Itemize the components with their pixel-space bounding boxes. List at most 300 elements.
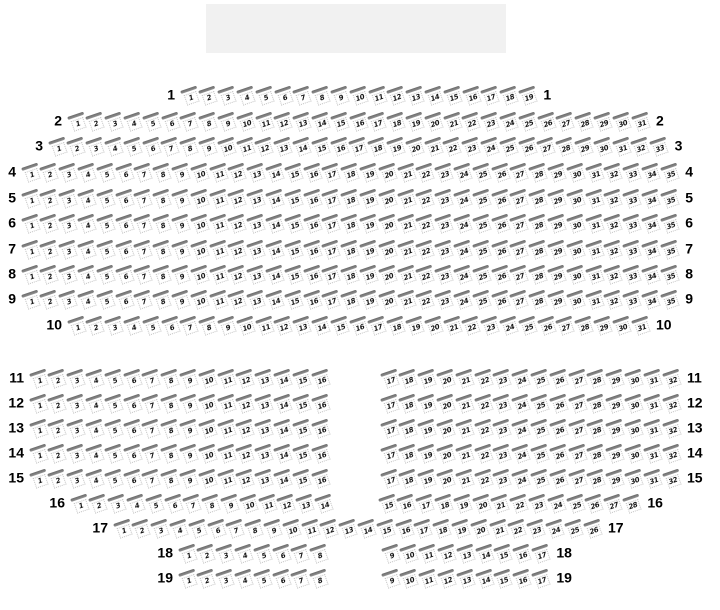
seat[interactable] bbox=[305, 241, 322, 257]
seat[interactable] bbox=[399, 164, 416, 180]
seat[interactable] bbox=[570, 370, 587, 386]
seat[interactable] bbox=[60, 190, 77, 206]
seat[interactable] bbox=[23, 164, 40, 180]
seat[interactable] bbox=[313, 138, 330, 154]
seat[interactable] bbox=[209, 520, 226, 536]
seat[interactable] bbox=[98, 190, 115, 206]
seat[interactable] bbox=[370, 87, 387, 103]
seat[interactable] bbox=[417, 495, 434, 511]
seat[interactable] bbox=[305, 215, 322, 231]
seat[interactable] bbox=[144, 113, 161, 129]
seat[interactable] bbox=[256, 445, 273, 461]
seat[interactable] bbox=[255, 545, 272, 561]
seat[interactable] bbox=[181, 395, 198, 411]
seat[interactable] bbox=[190, 520, 207, 536]
seat[interactable] bbox=[154, 164, 171, 180]
seat[interactable] bbox=[419, 370, 436, 386]
seat[interactable] bbox=[236, 570, 253, 586]
seat[interactable] bbox=[219, 87, 236, 103]
seat[interactable] bbox=[294, 445, 311, 461]
seat[interactable] bbox=[135, 164, 152, 180]
seat[interactable] bbox=[633, 113, 650, 129]
seat[interactable] bbox=[399, 215, 416, 231]
seat[interactable] bbox=[49, 420, 66, 436]
seat[interactable] bbox=[154, 190, 171, 206]
seat[interactable] bbox=[125, 370, 142, 386]
seat[interactable] bbox=[87, 138, 104, 154]
seat[interactable] bbox=[426, 113, 443, 129]
seat[interactable] bbox=[551, 395, 568, 411]
seat[interactable] bbox=[476, 395, 493, 411]
seat[interactable] bbox=[200, 470, 217, 486]
seat[interactable] bbox=[98, 266, 115, 282]
seat[interactable] bbox=[87, 370, 104, 386]
seat[interactable] bbox=[117, 164, 134, 180]
seat[interactable] bbox=[106, 420, 123, 436]
seat[interactable] bbox=[380, 266, 397, 282]
seat[interactable] bbox=[476, 370, 493, 386]
seat[interactable] bbox=[217, 545, 234, 561]
seat[interactable] bbox=[501, 87, 518, 103]
seat[interactable] bbox=[238, 138, 255, 154]
seat[interactable] bbox=[477, 570, 494, 586]
seat[interactable] bbox=[49, 395, 66, 411]
seat[interactable] bbox=[482, 87, 499, 103]
seat[interactable] bbox=[476, 420, 493, 436]
seat[interactable] bbox=[539, 113, 556, 129]
seat[interactable] bbox=[342, 190, 359, 206]
seat[interactable] bbox=[474, 164, 491, 180]
seat[interactable] bbox=[237, 370, 254, 386]
seat[interactable] bbox=[419, 470, 436, 486]
seat[interactable] bbox=[388, 138, 405, 154]
seat[interactable] bbox=[380, 190, 397, 206]
seat[interactable] bbox=[49, 370, 66, 386]
seat[interactable] bbox=[31, 370, 48, 386]
seat[interactable] bbox=[323, 291, 340, 307]
seat[interactable] bbox=[605, 495, 622, 511]
seat[interactable] bbox=[369, 138, 386, 154]
seat[interactable] bbox=[275, 370, 292, 386]
seat[interactable] bbox=[595, 317, 612, 333]
seat[interactable] bbox=[383, 545, 400, 561]
seat[interactable] bbox=[125, 445, 142, 461]
seat[interactable] bbox=[292, 545, 309, 561]
seat[interactable] bbox=[474, 495, 491, 511]
seat[interactable] bbox=[533, 545, 550, 561]
seat[interactable] bbox=[607, 370, 624, 386]
seat[interactable] bbox=[211, 266, 228, 282]
seat[interactable] bbox=[520, 317, 537, 333]
seat[interactable] bbox=[511, 164, 528, 180]
seat[interactable] bbox=[275, 138, 292, 154]
seat[interactable] bbox=[388, 87, 405, 103]
seat[interactable] bbox=[513, 370, 530, 386]
seat[interactable] bbox=[238, 87, 255, 103]
seat[interactable] bbox=[313, 87, 330, 103]
seat[interactable] bbox=[551, 445, 568, 461]
seat[interactable] bbox=[313, 470, 330, 486]
seat[interactable] bbox=[472, 520, 489, 536]
seat[interactable] bbox=[477, 545, 494, 561]
seat[interactable] bbox=[255, 570, 272, 586]
seat[interactable] bbox=[143, 420, 160, 436]
seat[interactable] bbox=[143, 395, 160, 411]
seat[interactable] bbox=[313, 445, 330, 461]
seat[interactable] bbox=[147, 495, 164, 511]
seat[interactable] bbox=[513, 420, 530, 436]
seat[interactable] bbox=[614, 113, 631, 129]
seat[interactable] bbox=[87, 420, 104, 436]
seat[interactable] bbox=[98, 291, 115, 307]
seat[interactable] bbox=[294, 395, 311, 411]
seat[interactable] bbox=[457, 470, 474, 486]
seat[interactable] bbox=[511, 190, 528, 206]
seat[interactable] bbox=[340, 520, 357, 536]
seat[interactable] bbox=[595, 113, 612, 129]
seat[interactable] bbox=[163, 317, 180, 333]
seat[interactable] bbox=[511, 215, 528, 231]
seat[interactable] bbox=[180, 570, 197, 586]
seat[interactable] bbox=[520, 113, 537, 129]
seat[interactable] bbox=[444, 138, 461, 154]
seat[interactable] bbox=[417, 215, 434, 231]
seat[interactable] bbox=[69, 317, 86, 333]
seat[interactable] bbox=[587, 190, 604, 206]
seat[interactable] bbox=[400, 370, 417, 386]
seat[interactable] bbox=[275, 470, 292, 486]
seat[interactable] bbox=[645, 445, 662, 461]
seat[interactable] bbox=[382, 395, 399, 411]
seat[interactable] bbox=[217, 570, 234, 586]
seat[interactable] bbox=[294, 113, 311, 129]
seat[interactable] bbox=[369, 113, 386, 129]
seat[interactable] bbox=[106, 395, 123, 411]
seat[interactable] bbox=[494, 395, 511, 411]
seat[interactable] bbox=[455, 190, 472, 206]
seat[interactable] bbox=[361, 266, 378, 282]
seat[interactable] bbox=[117, 291, 134, 307]
seat[interactable] bbox=[662, 190, 679, 206]
seat[interactable] bbox=[361, 215, 378, 231]
seat[interactable] bbox=[587, 291, 604, 307]
seat[interactable] bbox=[342, 215, 359, 231]
seat[interactable] bbox=[106, 113, 123, 129]
seat[interactable] bbox=[133, 520, 150, 536]
seat[interactable] bbox=[200, 370, 217, 386]
seat[interactable] bbox=[143, 370, 160, 386]
seat[interactable] bbox=[23, 190, 40, 206]
seat[interactable] bbox=[200, 113, 217, 129]
seat[interactable] bbox=[491, 520, 508, 536]
seat[interactable] bbox=[332, 87, 349, 103]
seat[interactable] bbox=[455, 215, 472, 231]
seat[interactable] bbox=[557, 138, 574, 154]
seat[interactable] bbox=[570, 445, 587, 461]
seat[interactable] bbox=[557, 113, 574, 129]
seat[interactable] bbox=[662, 241, 679, 257]
seat[interactable] bbox=[257, 317, 274, 333]
seat[interactable] bbox=[284, 520, 301, 536]
seat[interactable] bbox=[192, 190, 209, 206]
seat[interactable] bbox=[305, 164, 322, 180]
seat[interactable] bbox=[68, 470, 85, 486]
seat[interactable] bbox=[532, 445, 549, 461]
seat[interactable] bbox=[436, 190, 453, 206]
seat[interactable] bbox=[248, 241, 265, 257]
seat[interactable] bbox=[549, 291, 566, 307]
seat[interactable] bbox=[267, 241, 284, 257]
seat[interactable] bbox=[549, 495, 566, 511]
seat[interactable] bbox=[286, 241, 303, 257]
seat[interactable] bbox=[645, 470, 662, 486]
seat[interactable] bbox=[342, 291, 359, 307]
seat[interactable] bbox=[117, 241, 134, 257]
seat[interactable] bbox=[587, 266, 604, 282]
seat[interactable] bbox=[568, 215, 585, 231]
seat[interactable] bbox=[257, 113, 274, 129]
seat[interactable] bbox=[203, 495, 220, 511]
seat[interactable] bbox=[211, 291, 228, 307]
seat[interactable] bbox=[361, 241, 378, 257]
seat[interactable] bbox=[135, 215, 152, 231]
seat[interactable] bbox=[248, 291, 265, 307]
seat[interactable] bbox=[493, 190, 510, 206]
seat[interactable] bbox=[173, 266, 190, 282]
seat[interactable] bbox=[125, 138, 142, 154]
seat[interactable] bbox=[275, 445, 292, 461]
seat[interactable] bbox=[192, 241, 209, 257]
seat[interactable] bbox=[106, 138, 123, 154]
seat[interactable] bbox=[351, 317, 368, 333]
seat[interactable] bbox=[407, 317, 424, 333]
seat[interactable] bbox=[69, 113, 86, 129]
seat[interactable] bbox=[400, 420, 417, 436]
seat[interactable] bbox=[551, 420, 568, 436]
seat[interactable] bbox=[568, 266, 585, 282]
seat[interactable] bbox=[200, 420, 217, 436]
seat[interactable] bbox=[68, 138, 85, 154]
seat[interactable] bbox=[125, 470, 142, 486]
seat[interactable] bbox=[419, 420, 436, 436]
seat[interactable] bbox=[614, 138, 631, 154]
seat[interactable] bbox=[106, 470, 123, 486]
seat[interactable] bbox=[332, 138, 349, 154]
seat[interactable] bbox=[586, 495, 603, 511]
seat[interactable] bbox=[154, 291, 171, 307]
seat[interactable] bbox=[607, 445, 624, 461]
seat[interactable] bbox=[380, 241, 397, 257]
seat[interactable] bbox=[275, 317, 292, 333]
seat[interactable] bbox=[219, 317, 236, 333]
seat[interactable] bbox=[568, 164, 585, 180]
seat[interactable] bbox=[664, 395, 681, 411]
seat[interactable] bbox=[426, 317, 443, 333]
seat[interactable] bbox=[614, 317, 631, 333]
seat[interactable] bbox=[438, 445, 455, 461]
seat[interactable] bbox=[135, 291, 152, 307]
seat[interactable] bbox=[511, 291, 528, 307]
seat[interactable] bbox=[166, 495, 183, 511]
seat[interactable] bbox=[313, 420, 330, 436]
seat[interactable] bbox=[420, 570, 437, 586]
seat[interactable] bbox=[455, 495, 472, 511]
seat[interactable] bbox=[605, 241, 622, 257]
seat[interactable] bbox=[286, 266, 303, 282]
seat[interactable] bbox=[492, 495, 509, 511]
seat[interactable] bbox=[626, 470, 643, 486]
seat[interactable] bbox=[445, 113, 462, 129]
seat[interactable] bbox=[267, 266, 284, 282]
seat[interactable] bbox=[219, 138, 236, 154]
seat[interactable] bbox=[626, 395, 643, 411]
seat[interactable] bbox=[219, 113, 236, 129]
seat[interactable] bbox=[257, 87, 274, 103]
seat[interactable] bbox=[87, 470, 104, 486]
seat[interactable] bbox=[143, 445, 160, 461]
seat[interactable] bbox=[181, 138, 198, 154]
seat[interactable] bbox=[513, 395, 530, 411]
seat[interactable] bbox=[514, 570, 531, 586]
seat[interactable] bbox=[419, 395, 436, 411]
seat[interactable] bbox=[436, 215, 453, 231]
seat[interactable] bbox=[399, 190, 416, 206]
seat[interactable] bbox=[382, 470, 399, 486]
seat[interactable] bbox=[294, 370, 311, 386]
seat[interactable] bbox=[538, 138, 555, 154]
seat[interactable] bbox=[181, 113, 198, 129]
seat[interactable] bbox=[313, 370, 330, 386]
seat[interactable] bbox=[286, 164, 303, 180]
seat[interactable] bbox=[274, 545, 291, 561]
seat[interactable] bbox=[106, 317, 123, 333]
seat[interactable] bbox=[256, 138, 273, 154]
seat[interactable] bbox=[588, 445, 605, 461]
seat[interactable] bbox=[256, 370, 273, 386]
seat[interactable] bbox=[154, 266, 171, 282]
seat[interactable] bbox=[445, 317, 462, 333]
seat[interactable] bbox=[643, 291, 660, 307]
seat[interactable] bbox=[587, 241, 604, 257]
seat[interactable] bbox=[643, 241, 660, 257]
seat[interactable] bbox=[144, 138, 161, 154]
seat[interactable] bbox=[426, 87, 443, 103]
seat[interactable] bbox=[549, 164, 566, 180]
seat[interactable] bbox=[229, 190, 246, 206]
seat[interactable] bbox=[211, 164, 228, 180]
seat[interactable] bbox=[436, 241, 453, 257]
seat[interactable] bbox=[286, 215, 303, 231]
seat[interactable] bbox=[361, 164, 378, 180]
seat[interactable] bbox=[664, 370, 681, 386]
seat[interactable] bbox=[98, 241, 115, 257]
seat[interactable] bbox=[79, 190, 96, 206]
seat[interactable] bbox=[219, 445, 236, 461]
seat[interactable] bbox=[501, 317, 518, 333]
seat[interactable] bbox=[31, 420, 48, 436]
seat[interactable] bbox=[229, 266, 246, 282]
seat[interactable] bbox=[173, 164, 190, 180]
seat[interactable] bbox=[397, 520, 414, 536]
seat[interactable] bbox=[482, 317, 499, 333]
seat[interactable] bbox=[222, 495, 239, 511]
seat[interactable] bbox=[438, 370, 455, 386]
seat[interactable] bbox=[211, 215, 228, 231]
seat[interactable] bbox=[626, 420, 643, 436]
seat[interactable] bbox=[173, 190, 190, 206]
seat[interactable] bbox=[399, 291, 416, 307]
seat[interactable] bbox=[106, 370, 123, 386]
seat[interactable] bbox=[551, 370, 568, 386]
seat[interactable] bbox=[23, 291, 40, 307]
seat[interactable] bbox=[417, 190, 434, 206]
seat[interactable] bbox=[457, 445, 474, 461]
seat[interactable] bbox=[474, 291, 491, 307]
seat[interactable] bbox=[184, 495, 201, 511]
seat[interactable] bbox=[229, 164, 246, 180]
seat[interactable] bbox=[476, 445, 493, 461]
seat[interactable] bbox=[275, 113, 292, 129]
seat[interactable] bbox=[513, 470, 530, 486]
seat[interactable] bbox=[256, 470, 273, 486]
seat[interactable] bbox=[303, 520, 320, 536]
seat[interactable] bbox=[79, 291, 96, 307]
seat[interactable] bbox=[482, 113, 499, 129]
seat[interactable] bbox=[458, 545, 475, 561]
seat[interactable] bbox=[568, 291, 585, 307]
seat[interactable] bbox=[474, 190, 491, 206]
seat[interactable] bbox=[568, 495, 585, 511]
seat[interactable] bbox=[361, 190, 378, 206]
seat[interactable] bbox=[458, 570, 475, 586]
seat[interactable] bbox=[662, 266, 679, 282]
seat[interactable] bbox=[173, 241, 190, 257]
seat[interactable] bbox=[50, 138, 67, 154]
seat[interactable] bbox=[342, 241, 359, 257]
seat[interactable] bbox=[532, 395, 549, 411]
seat[interactable] bbox=[98, 164, 115, 180]
seat[interactable] bbox=[605, 291, 622, 307]
seat[interactable] bbox=[181, 470, 198, 486]
seat[interactable] bbox=[493, 215, 510, 231]
seat[interactable] bbox=[125, 113, 142, 129]
seat[interactable] bbox=[267, 190, 284, 206]
seat[interactable] bbox=[68, 445, 85, 461]
seat[interactable] bbox=[41, 190, 58, 206]
seat[interactable] bbox=[624, 241, 641, 257]
seat[interactable] bbox=[439, 545, 456, 561]
seat[interactable] bbox=[173, 215, 190, 231]
seat[interactable] bbox=[292, 570, 309, 586]
seat[interactable] bbox=[31, 470, 48, 486]
seat[interactable] bbox=[549, 241, 566, 257]
seat[interactable] bbox=[227, 520, 244, 536]
seat[interactable] bbox=[455, 291, 472, 307]
seat[interactable] bbox=[313, 395, 330, 411]
seat[interactable] bbox=[162, 395, 179, 411]
seat[interactable] bbox=[417, 266, 434, 282]
seat[interactable] bbox=[286, 291, 303, 307]
seat[interactable] bbox=[605, 164, 622, 180]
seat[interactable] bbox=[342, 266, 359, 282]
seat[interactable] bbox=[624, 291, 641, 307]
seat[interactable] bbox=[219, 395, 236, 411]
seat[interactable] bbox=[624, 215, 641, 231]
seat[interactable] bbox=[68, 395, 85, 411]
seat[interactable] bbox=[192, 164, 209, 180]
seat[interactable] bbox=[192, 215, 209, 231]
seat[interactable] bbox=[632, 138, 649, 154]
